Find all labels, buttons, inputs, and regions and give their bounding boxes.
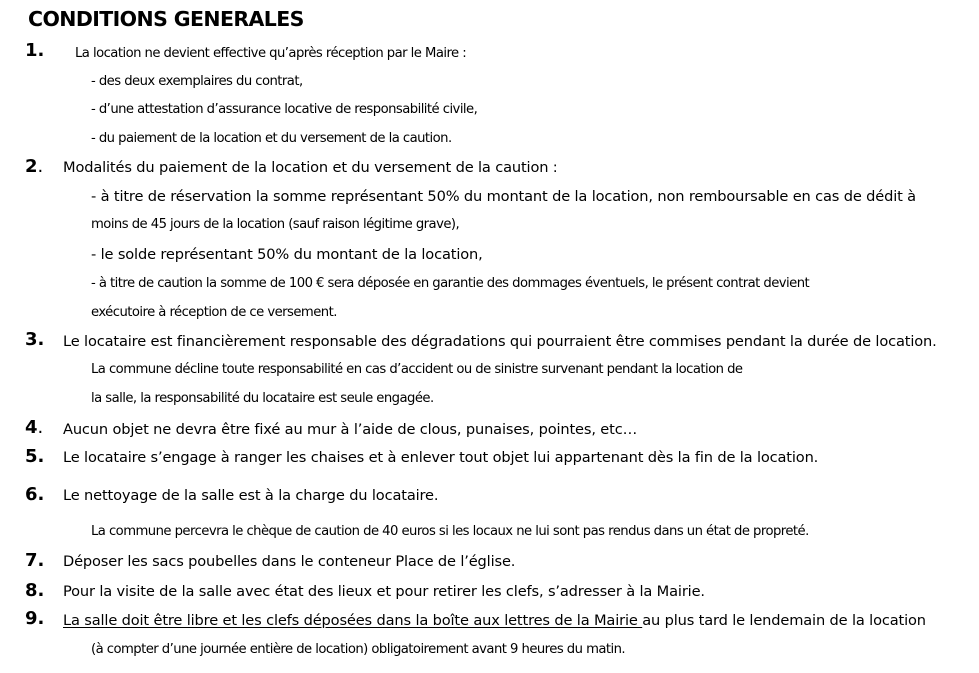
item-5-number: 5. xyxy=(25,446,45,467)
item-6-number: 6. xyxy=(25,484,45,505)
item-9-line-1 xyxy=(63,612,926,629)
item-3-line-2: La commune décline toute responsabilité en cas d’accident ou de sinistre survenant pendant la location de xyxy=(91,362,743,377)
item-5-line-1: Le locataire s’engage à ranger les chaises et à enlever tout objet lui appartenant dès la fin de la location. xyxy=(63,449,819,466)
item-8-number: 8. xyxy=(25,580,45,601)
item-7-number: 7. xyxy=(25,550,45,571)
item-6-line-1: Le nettoyage de la salle est à la charge du locataire. xyxy=(63,487,439,504)
item-2-line-3: moins de 45 jours de la location (sauf raison légitime grave), xyxy=(91,217,460,232)
item-2-line-1: Modalités du paiement de la location et du versement de la caution : xyxy=(63,159,558,176)
item-9-line-2: (à compter d’une journée entière de location) obligatoirement avant 9 heures du matin. xyxy=(91,642,626,657)
item-9-number: 9. xyxy=(25,608,45,629)
item-4-number: 4. xyxy=(25,417,44,438)
item-1-line-1: La location ne devient effective qu’après réception par le Maire : xyxy=(75,46,467,61)
item-6-line-2: La commune percevra le chèque de caution de 40 euros si les locaux ne lui sont pas rendus dans un état de propreté. xyxy=(91,524,809,539)
page-title: CONDITIONS GENERALES xyxy=(28,7,304,31)
item-2-line-6: exécutoire à réception de ce versement. xyxy=(91,305,337,320)
item-8-line-1: Pour la visite de la salle avec état des lieux et pour retirer les clefs, s’adresser à la Mairie. xyxy=(63,583,705,600)
item-1-line-3: - d’une attestation d’assurance locative de responsabilité civile, xyxy=(91,102,478,117)
item-2-number: 2. xyxy=(25,156,44,177)
item-9-underlined-text: La salle doit être libre et les clefs déposées dans la boîte aux lettres de la Mairie xyxy=(63,612,643,629)
item-9-rest-text: au plus tard le lendemain de la location xyxy=(642,612,926,629)
item-7-line-1: Déposer les sacs poubelles dans le conteneur Place de l’église. xyxy=(63,553,516,570)
item-2-line-4: - le solde représentant 50% du montant de la location, xyxy=(91,246,483,263)
item-3-line-1: Le locataire est financièrement responsable des dégradations qui pourraient être commises pendant la durée de location. xyxy=(63,333,937,350)
item-2-line-5: - à titre de caution la somme de 100 € sera déposée en garantie des dommages éventuels, le présent contrat devient xyxy=(91,276,810,291)
item-1-line-4: - du paiement de la location et du versement de la caution. xyxy=(91,131,452,146)
item-1-number: 1. xyxy=(25,40,45,61)
item-2-line-2: - à titre de réservation la somme représentant 50% du montant de la location, non remboursable en cas de dédit à xyxy=(91,188,916,205)
item-3-line-3: la salle, la responsabilité du locataire est seule engagée. xyxy=(91,391,434,406)
item-4-line-1: Aucun objet ne devra être fixé au mur à l’aide de clous, punaises, pointes, etc… xyxy=(63,421,638,438)
item-3-number: 3. xyxy=(25,329,45,350)
item-1-line-2: - des deux exemplaires du contrat, xyxy=(91,74,303,89)
